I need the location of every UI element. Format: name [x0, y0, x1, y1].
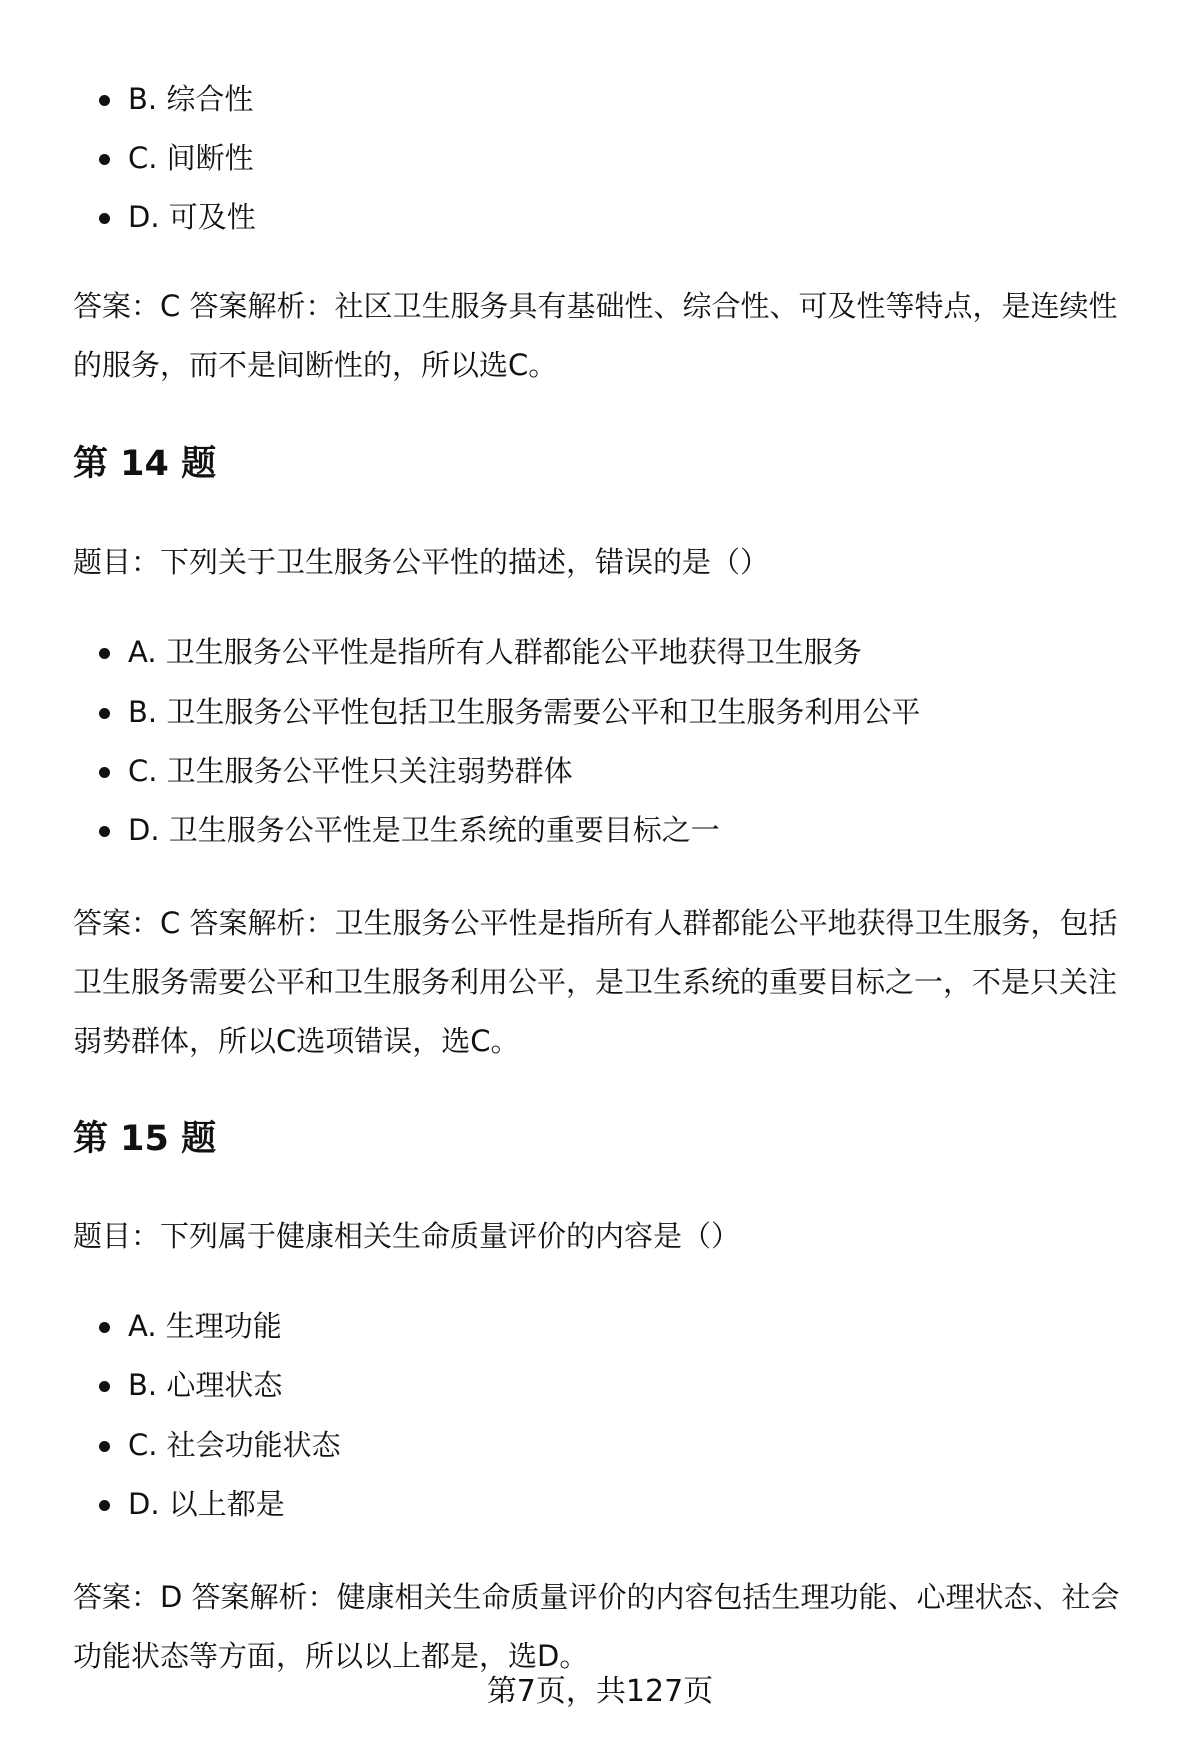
- q14-heading: 第 14 题: [73, 444, 217, 484]
- q13-option-c: C. 间断性: [128, 138, 254, 178]
- q15-option-c: C. 社会功能状态: [128, 1425, 341, 1465]
- q13-option-d: D. 可及性: [128, 197, 256, 237]
- q14-answer: 答案：C 答案解析：卫生服务公平性是指所有人群都能公平地获得卫生服务，包括卫生服务需要公平和卫生服务利用公平，是卫生系统的重要目标之一，不是只关注弱势群体，所以C选项错误，选C。: [73, 906, 1118, 1058]
- q14-option-d: D. 卫生服务公平性是卫生系统的重要目标之一: [128, 810, 720, 850]
- q15-question: 题目：下列属于健康相关生命质量评价的内容是（）: [73, 1219, 741, 1253]
- q14-option-b: B. 卫生服务公平性包括卫生服务需要公平和卫生服务利用公平: [128, 692, 920, 732]
- q15-heading: 第 15 题: [73, 1119, 217, 1159]
- q13-option-b: B. 综合性: [128, 79, 253, 119]
- q15-option-b: B. 心理状态: [128, 1365, 282, 1405]
- q14-option-c: C. 卫生服务公平性只关注弱势群体: [128, 751, 573, 791]
- q14-option-a: A. 卫生服务公平性是指所有人群都能公平地获得卫生服务: [128, 632, 862, 672]
- q14-question: 题目：下列关于卫生服务公平性的描述，错误的是（）: [73, 545, 770, 579]
- q15-option-a: A. 生理功能: [128, 1306, 282, 1346]
- page-number: 第7页，共127页: [486, 1674, 714, 1709]
- q15-option-d: D. 以上都是: [128, 1484, 285, 1524]
- q13-answer: 答案：C 答案解析：社区卫生服务具有基础性、综合性、可及性等特点，是连续性的服务，而不是间断性的，所以选C。: [73, 289, 1118, 382]
- q15-answer: 答案：D 答案解析：健康相关生命质量评价的内容包括生理功能、心理状态、社会功能状态等方面，所以以上都是，选D。: [73, 1580, 1120, 1673]
